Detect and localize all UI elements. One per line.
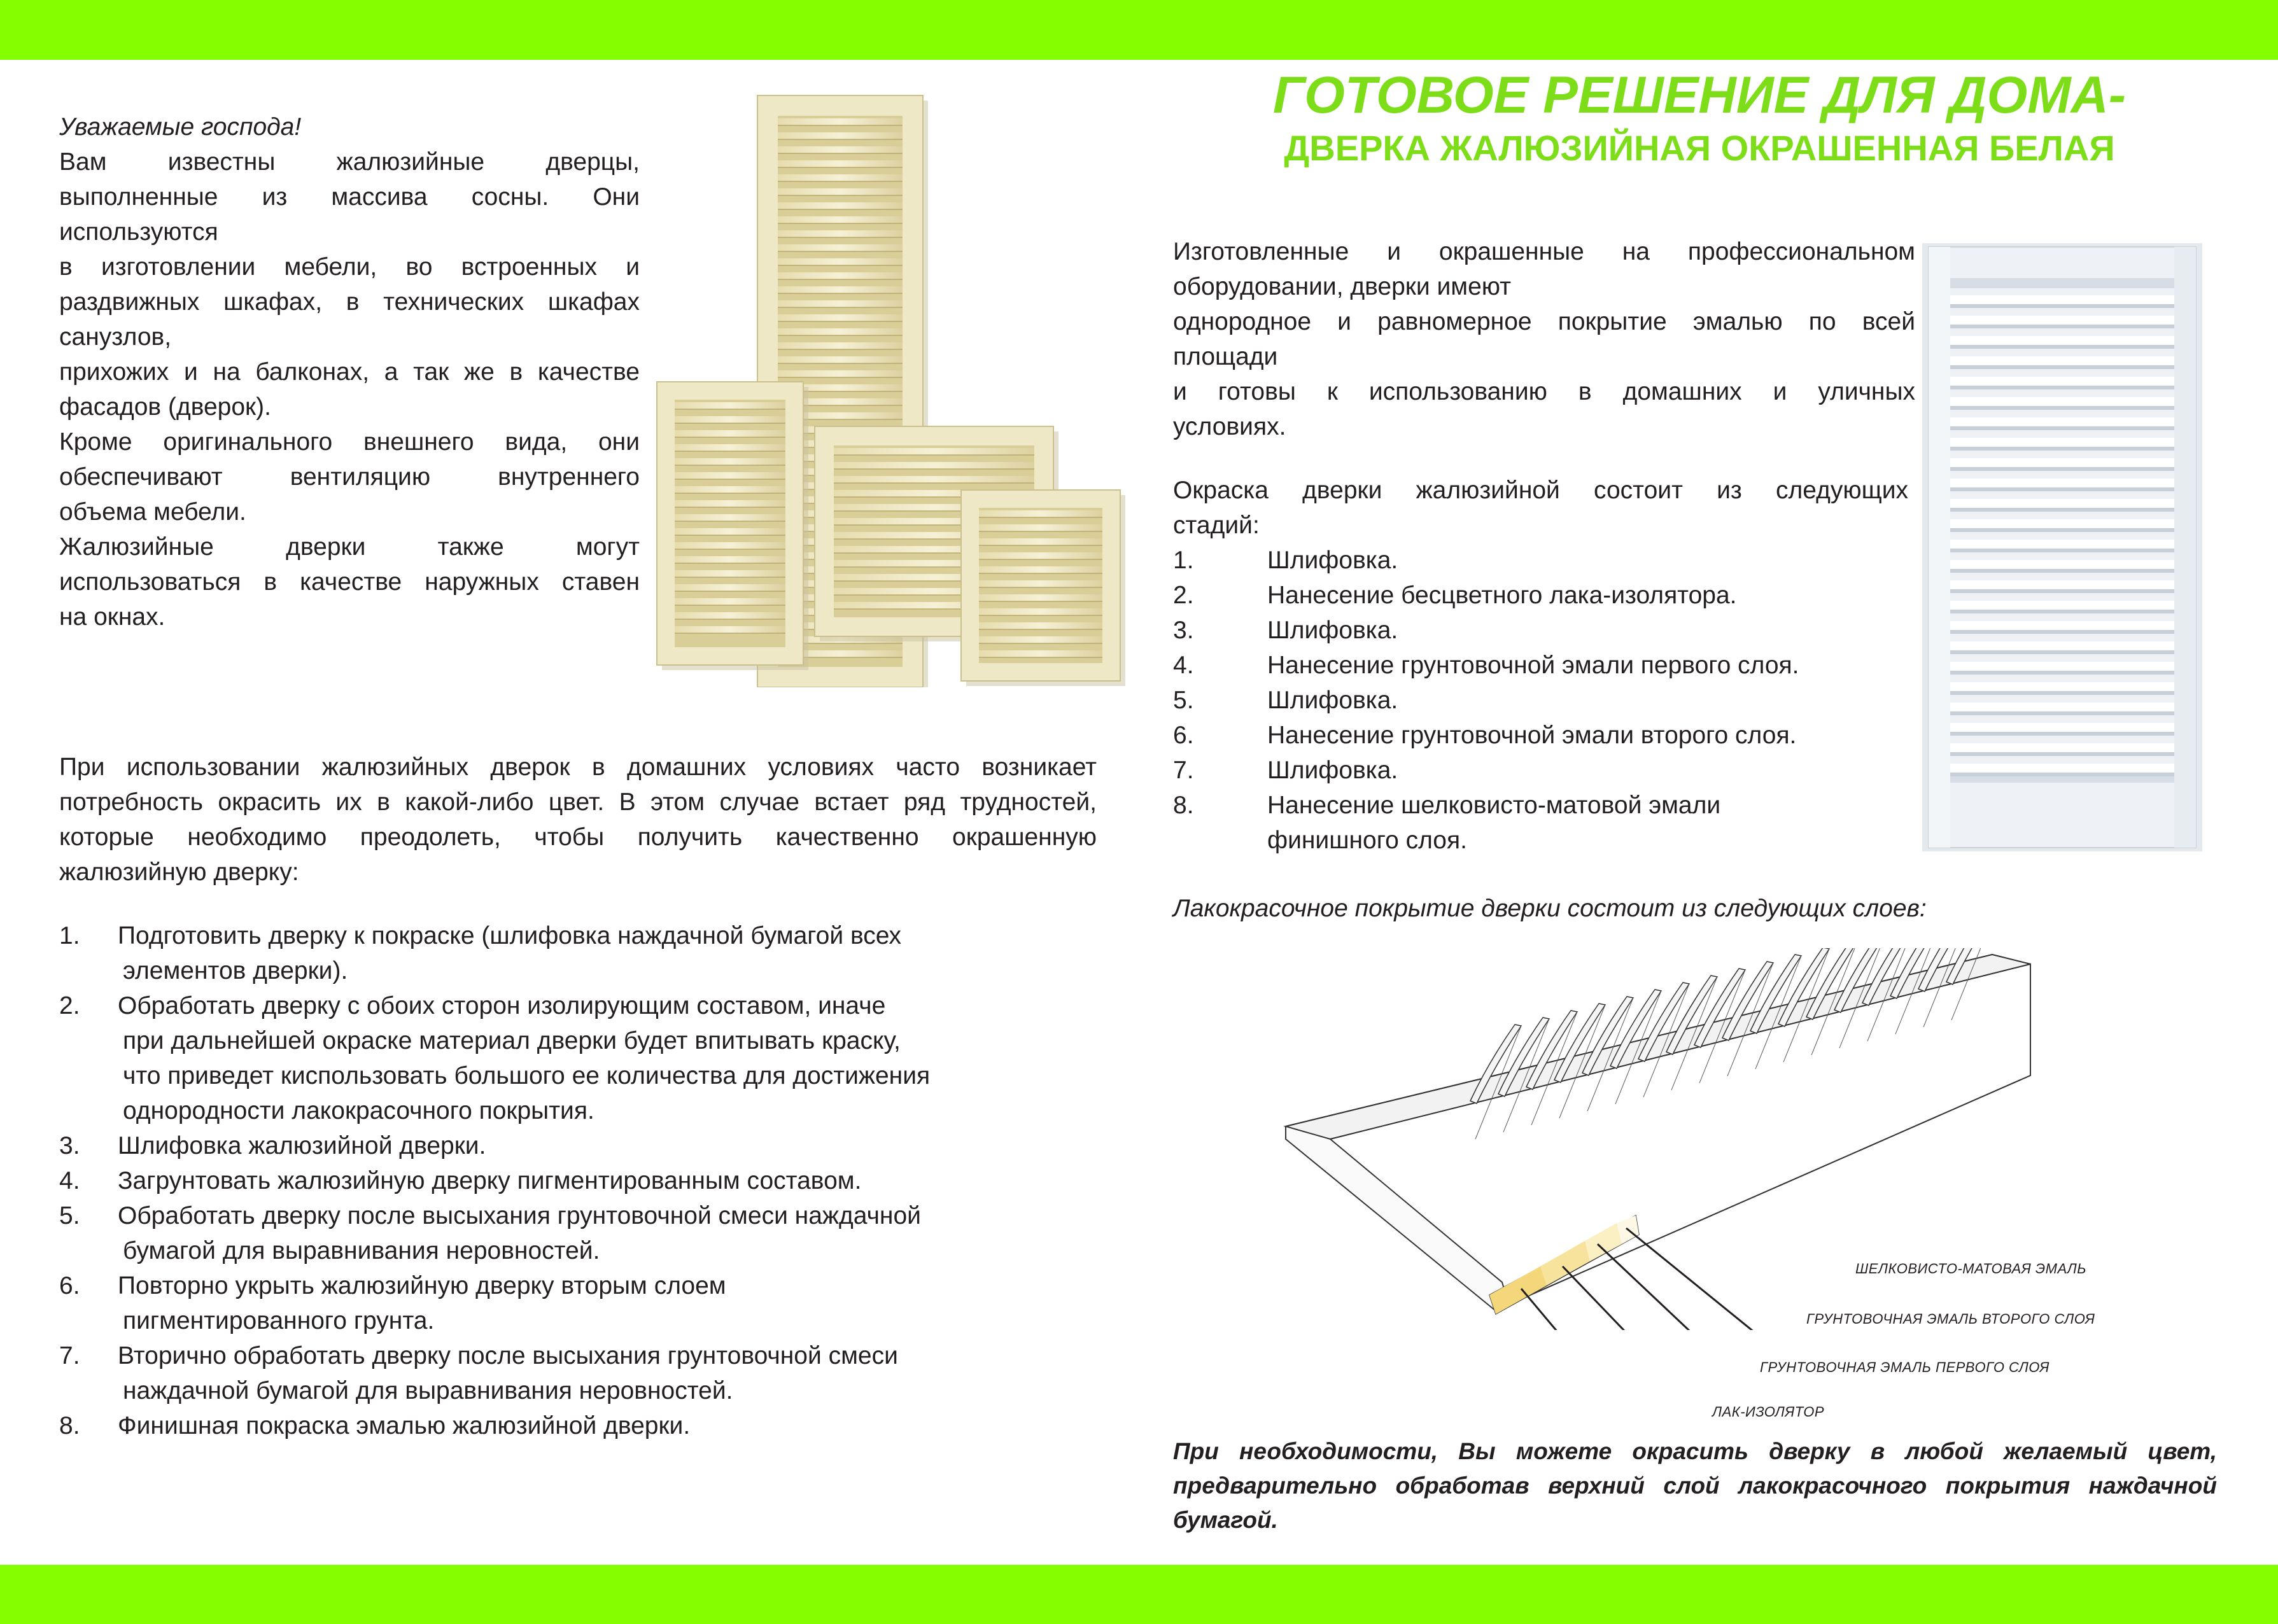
list-text: наждачной бумагой для выравнивания неровностей. [123, 1377, 733, 1404]
list-number: 7. [1173, 757, 1194, 784]
text-line: условиях. [1173, 413, 1286, 440]
list-text: элементов дверки). [123, 957, 348, 984]
list-number: 6. [1173, 722, 1194, 749]
text-line: потребность окрасить их в какой-либо цвет. В этом случае встает ряд трудностей, [59, 788, 1097, 816]
list-text: Шлифовка. [1267, 547, 1398, 574]
footer-note: При необходимости, Вы можете окрасить дверку в любой желаемый цвет, предварительно обработав верхний слой лакокрасочного покрытия наждачной бумагой. [1173, 1438, 2217, 1533]
text-line: выполненные из массива сосны. Они [59, 183, 640, 211]
label-varnish: ЛАК-ИЗОЛЯТОР [1712, 1404, 1825, 1420]
label-primer-second: ГРУНТОВОЧНАЯ ЭМАЛЬ ВТОРОГО СЛОЯ [1806, 1311, 2095, 1327]
text-line: жалюзийную дверку: [59, 858, 299, 886]
text-line: которые необходимо преодолеть, чтобы получить качественно окрашенную [59, 823, 1097, 851]
list-text: Подготовить дверку к покраске (шлифовка наждачной бумагой всех [118, 922, 902, 949]
text-line: раздвижных шкафах, в технических шкафах [59, 288, 640, 316]
list-text: Обработать дверку с обоих сторон изолирующим составом, иначе [118, 992, 886, 1019]
text-line: используются [59, 218, 218, 246]
stages-intro [1173, 473, 1908, 543]
list-text: Шлифовка. [1267, 757, 1398, 784]
text-line: Кроме оригинального внешнего вида, они [59, 428, 640, 456]
list-number: 2. [1173, 582, 1194, 609]
list-text: Финишная покраска эмалью жалюзийной дверки. [118, 1412, 691, 1439]
list-text: что приведет киспользовать большого ее количества для достижения [123, 1062, 931, 1089]
list-number: 7. [59, 1342, 80, 1369]
list-number: 3. [59, 1132, 80, 1159]
list-text: Повторно укрыть жалюзийную дверку вторым слоем [118, 1272, 726, 1299]
list-text: Вторично обработать дверку после высыхания грунтовочной смеси [118, 1342, 898, 1369]
list-text: пигментированного грунта. [123, 1307, 435, 1334]
list-number: 1. [59, 922, 80, 949]
text-line: прихожих и на балконах, а так же в качестве [59, 358, 640, 386]
text-line: При использовании жалюзийных дверок в домашних условиях часто возникает [59, 753, 1097, 781]
label-primer-first: ГРУНТОВОЧНАЯ ЭМАЛЬ ПЕРВОГО СЛОЯ [1760, 1359, 2049, 1375]
solution-text [1173, 234, 1915, 444]
list-number: 4. [1173, 652, 1194, 679]
list-text: Шлифовка. [1267, 687, 1398, 714]
list-text: Нанесение грунтовочной эмали первого слоя. [1267, 652, 1799, 679]
label-enamel: ШЕЛКОВИСТО-МАТОВАЯ ЭМАЛЬ [1855, 1261, 2087, 1277]
intro-text [59, 144, 640, 634]
text-line: площади [1173, 343, 1278, 370]
pine-door-left [657, 382, 808, 670]
list-number: 1. [1173, 547, 1194, 574]
list-text: однородности лакокрасочного покрытия. [123, 1097, 594, 1124]
text-line: объема мебели. [59, 498, 246, 526]
text-line: Вам известны жалюзийные дверцы, [59, 148, 640, 176]
bottom-green-band [0, 1565, 2278, 1624]
list-number: 5. [59, 1202, 80, 1229]
top-green-band [0, 0, 2278, 60]
list-number: 4. [59, 1167, 80, 1194]
layers-caption: Лакокрасочное покрытие дверки состоит из следующих слоев: [1173, 895, 1927, 922]
text-line: однородное и равномерное покрытие эмалью по всей [1173, 308, 1915, 335]
list-text: Нанесение шелковисто-матовой эмали [1267, 792, 1721, 819]
problem-text [59, 750, 1097, 890]
text-line: Изготовленные и окрашенные на профессиональном [1173, 238, 1915, 265]
list-text: Загрунтовать жалюзийную дверку пигментированным составом. [118, 1167, 862, 1194]
list-number: 8. [1173, 792, 1194, 819]
list-number: 3. [1173, 617, 1194, 644]
list-text: Обработать дверку после высыхания грунтовочной смеси наждачной [118, 1202, 921, 1229]
text-line: в изготовлении мебели, во встроенных и [59, 253, 640, 281]
text-line: обеспечивают вентиляцию внутреннего [59, 463, 640, 491]
list-text: финишного слоя. [1267, 827, 1467, 854]
list-text: Нанесение грунтовочной эмали второго слоя. [1267, 722, 1797, 749]
list-text: бумагой для выравнивания неровностей. [123, 1237, 600, 1264]
text-line: фасадов (дверок). [59, 393, 271, 421]
page-subtitle: ДВЕРКА ЖАЛЮЗИЙНАЯ ОКРАШЕННАЯ БЕЛАЯ [1284, 128, 2115, 168]
white-door-image [1922, 243, 2202, 851]
text-line: санузлов, [59, 323, 172, 351]
pine-door-small [961, 490, 1125, 686]
list-number: 2. [59, 992, 80, 1019]
text-line: использоваться в качестве наружных ставен [59, 568, 640, 596]
list-text: Шлифовка. [1267, 617, 1398, 644]
list-text: Шлифовка жалюзийной дверки. [118, 1132, 486, 1159]
text-line: оборудовании, дверки имеют [1173, 273, 1512, 300]
list-text: при дальнейшей окраске материал дверки будет впитывать краску, [123, 1027, 901, 1054]
text-line: Окраска дверки жалюзийной состоит из следующих [1173, 477, 1908, 504]
pine-doors-image [649, 89, 1133, 687]
list-number: 6. [59, 1272, 80, 1299]
text-line: стадий: [1173, 512, 1260, 539]
greeting: Уважаемые господа! [59, 113, 302, 141]
page-title: ГОТОВОЕ РЕШЕНИЕ ДЛЯ ДОМА- [1272, 66, 2127, 124]
text-line: и готовы к использованию в домашних и уличных [1173, 378, 1915, 405]
list-text: Нанесение бесцветного лака-изолятора. [1267, 582, 1737, 609]
text-line: на окнах. [59, 603, 165, 631]
text-line: Жалюзийные дверки также могут [59, 533, 640, 561]
list-number: 5. [1173, 687, 1194, 714]
list-number: 8. [59, 1412, 80, 1439]
